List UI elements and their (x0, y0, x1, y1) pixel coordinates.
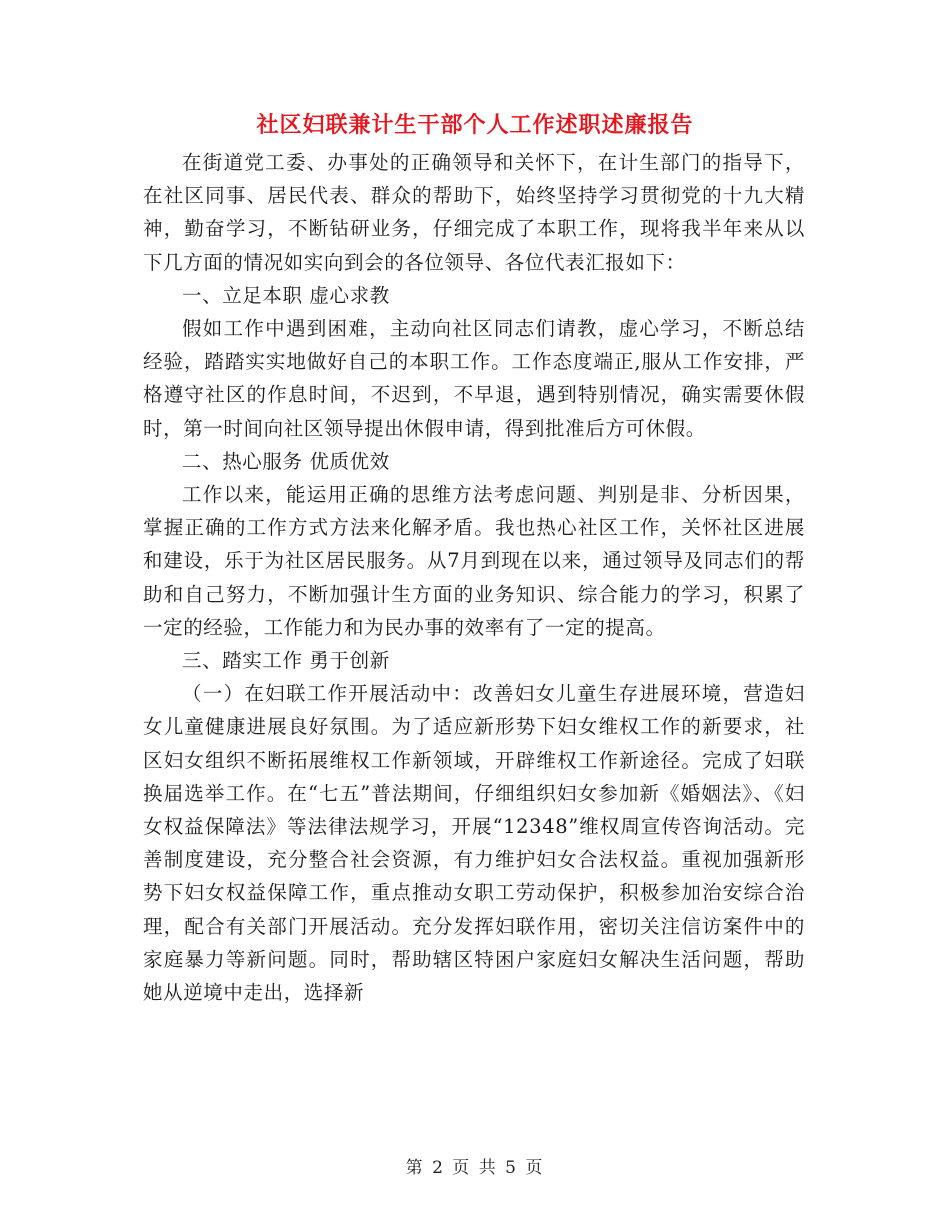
section-heading-1: 一、立足本职 虚心求教 (182, 283, 390, 307)
section-1-paragraph: 假如工作中遇到困难，主动向社区同志们请教，虚心学习，不断总结经验，踏踏实实地做好自己的本职工作。工作态度端正,服从工作安排，严格遵守社区的作息时间，不迟到，不早退，遇到特别情况，确实需要休假时，第一时间向社区领导提出休假申请，得到批准后方可休假。 (143, 317, 805, 440)
intro-paragraph: 在街道党工委、办事处的正确领导和关怀下，在计生部门的指导下，在社区同事、居民代表、群众的帮助下，始终坚持学习贯彻党的十九大精神，勤奋学习，不断钻研业务，仔细完成了本职工作，现将我半年来从以下几方面的情况如实向到会的各位领导、各位代表汇报如下： (143, 151, 805, 274)
section-3-paragraph: （一）在妇联工作开展活动中：改善妇女儿童生存进展环境，营造妇女儿童健康进展良好氛围。为了适应新形势下妇女维权工作的新要求，社区妇女组织不断拓展维权工作新领域，开辟维权工作新途径。完成了妇联换届选举工作。在“七五”普法期间，仔细组织妇女参加新《婚姻法》、《妇女权益保障法》等法律法规学习，开展“12348”维权周宣传咨询活动。完善制度建设，充分整合社会资源，有力维护妇女合法权益。重视加强新形势下妇女权益保障工作，重点推动女职工劳动保护，积极参加治安综合治理，配合有关部门开展活动。充分发挥妇联作用，密切关注信访案件中的家庭暴力等新问题。同时，帮助辖区特困户家庭妇女解决生活问题，帮助她从逆境中走出，选择新 (143, 682, 805, 1005)
section-2-paragraph: 工作以来，能运用正确的思维方法考虑问题、判别是非、分析因果，掌握正确的工作方式方法来化解矛盾。我也热心社区工作，关怀社区进展和建设，乐于为社区居民服务。从7月到现在以来，通过领导及同志们的帮助和自己努力，不断加强计生方面的业务知识、综合能力的学习，积累了一定的经验，工作能力和为民办事的效率有了一定的提高。 (143, 483, 805, 639)
section-heading-3: 三、踏实工作 勇于创新 (182, 649, 390, 673)
document-title: 社区妇联兼计生干部个人工作述职述廉报告 (256, 112, 694, 138)
document-body (143, 146, 805, 1009)
section-heading-2: 二、热心服务 优质优效 (182, 449, 390, 473)
page-number-footer: 第 2 页 共 5 页 (405, 1158, 545, 1178)
